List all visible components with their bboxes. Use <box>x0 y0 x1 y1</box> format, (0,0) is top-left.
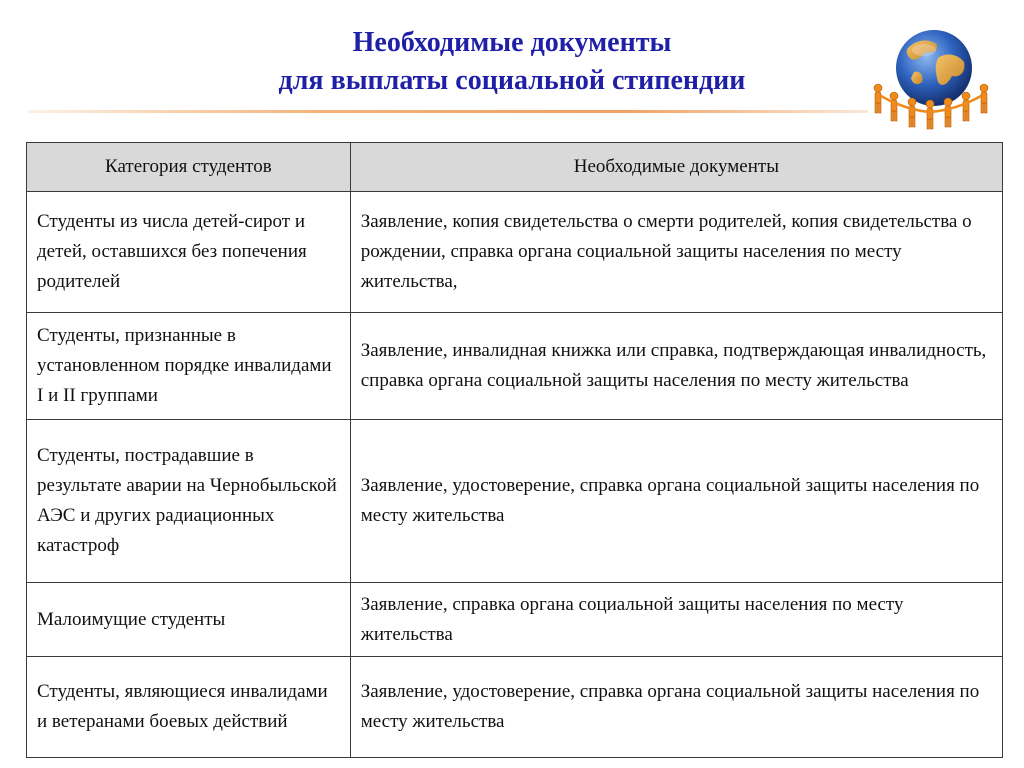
category-cell: Студенты, являющиеся инвалидами и ветеранами боевых действий <box>27 657 351 758</box>
documents-cell: Заявление, справка органа социальной защиты населения по месту жительства <box>350 583 1002 657</box>
header-category: Категория студентов <box>27 143 351 192</box>
table-header-row <box>27 143 1003 192</box>
category-cell: Студенты, пострадавшие в результате аварии на Чернобыльской АЭС и других радиационных катастроф <box>27 420 351 583</box>
table-row <box>27 583 1003 657</box>
table-row <box>27 657 1003 758</box>
table-row <box>27 420 1003 583</box>
documents-cell: Заявление, удостоверение, справка органа социальной защиты населения по месту жительства <box>350 420 1002 583</box>
globe-people-icon <box>866 18 1006 133</box>
documents-cell: Заявление, копия свидетельства о смерти родителей, копия свидетельства о рождении, справка органа социальной защиты населения по месту жительства, <box>350 192 1002 313</box>
documents-table <box>26 142 1003 758</box>
title-divider <box>28 110 868 113</box>
category-cell: Студенты, признанные в установленном порядке инвалидами I и II группами <box>27 313 351 420</box>
documents-cell: Заявление, инвалидная книжка или справка, подтверждающая инвалидность, справка органа социальной защиты населения по месту жительства <box>350 313 1002 420</box>
category-cell: Студенты из числа детей-сирот и детей, оставшихся без попечения родителей <box>27 192 351 313</box>
title-line-2: для выплаты социальной стипендии <box>278 65 746 96</box>
title-line-1: Необходимые документы <box>352 27 672 58</box>
header-documents: Необходимые документы <box>350 143 1002 192</box>
documents-cell: Заявление, удостоверение, справка органа социальной защиты населения по месту жительства <box>350 657 1002 758</box>
table-row <box>27 313 1003 420</box>
category-cell: Малоимущие студенты <box>27 583 351 657</box>
table-row <box>27 192 1003 313</box>
